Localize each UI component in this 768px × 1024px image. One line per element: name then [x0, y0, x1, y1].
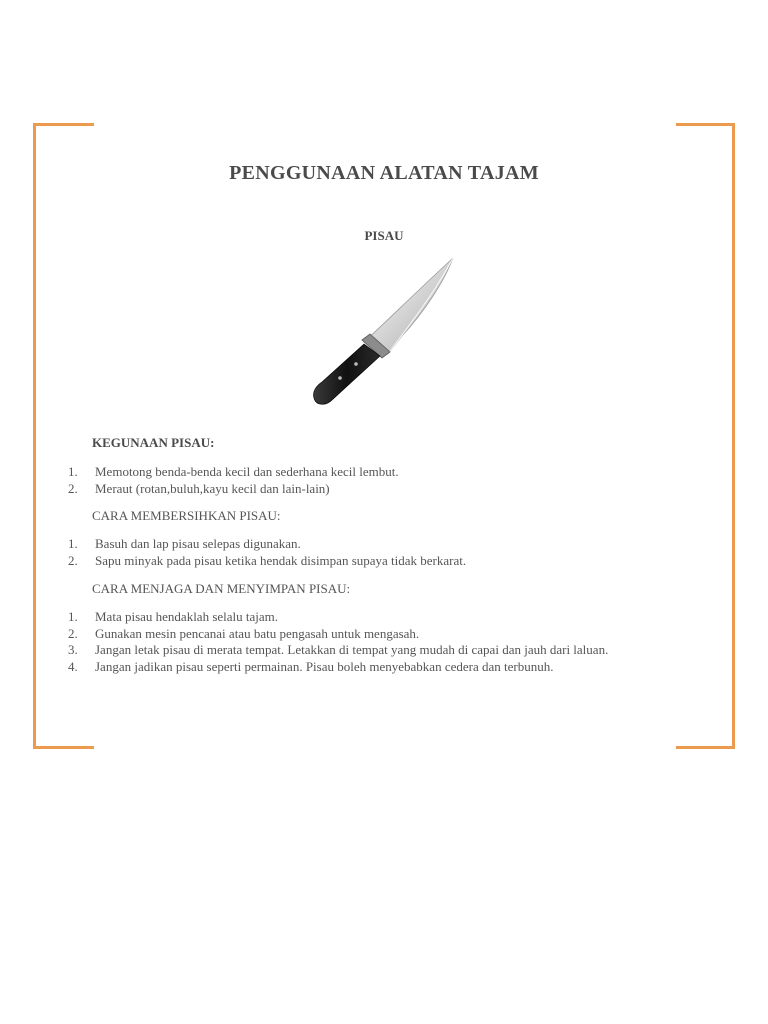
- list-item: 4. Jangan jadikan pisau seperti permainan. Pisau boleh menyebabkan cedera dan terbunuh.: [68, 658, 554, 674]
- list-item: 2. Meraut (rotan,buluh,kayu kecil dan lain-lain): [68, 480, 330, 496]
- list-item: 1. Mata pisau hendaklah selalu tajam.: [68, 609, 279, 624]
- page-title: PENGGUNAAN ALATAN TAJAM: [229, 162, 539, 184]
- frame-right-bracket: [676, 123, 735, 749]
- kegunaan-list: [68, 464, 675, 497]
- menjaga-list: [68, 609, 675, 675]
- section-heading-membersihkan: CARA MEMBERSIHKAN PISAU:: [92, 508, 281, 523]
- list-item: 3. Jangan letak pisau di merata tempat. Letakkan di tempat yang mudah di capai dan jauh dari laluan.: [68, 642, 609, 657]
- list-item: 1. Memotong benda-benda kecil dan sederhana kecil lembut.: [68, 464, 399, 479]
- section-heading-kegunaan: KEGUNAAN PISAU:: [92, 435, 215, 450]
- page-subtitle: PISAU: [364, 228, 404, 243]
- list-item: 1. Basuh dan lap pisau selepas digunakan.: [68, 536, 301, 551]
- membersihkan-list: [68, 536, 675, 569]
- list-item: 2. Sapu minyak pada pisau ketika hendak disimpan supaya tidak berkarat.: [68, 552, 467, 568]
- list-item: 2. Gunakan mesin pencanai atau batu pengasah untuk mengasah.: [68, 625, 420, 641]
- section-heading-menjaga: CARA MENJAGA DAN MENYIMPAN PISAU:: [92, 581, 351, 596]
- kitchen-knife-icon: [304, 254, 464, 414]
